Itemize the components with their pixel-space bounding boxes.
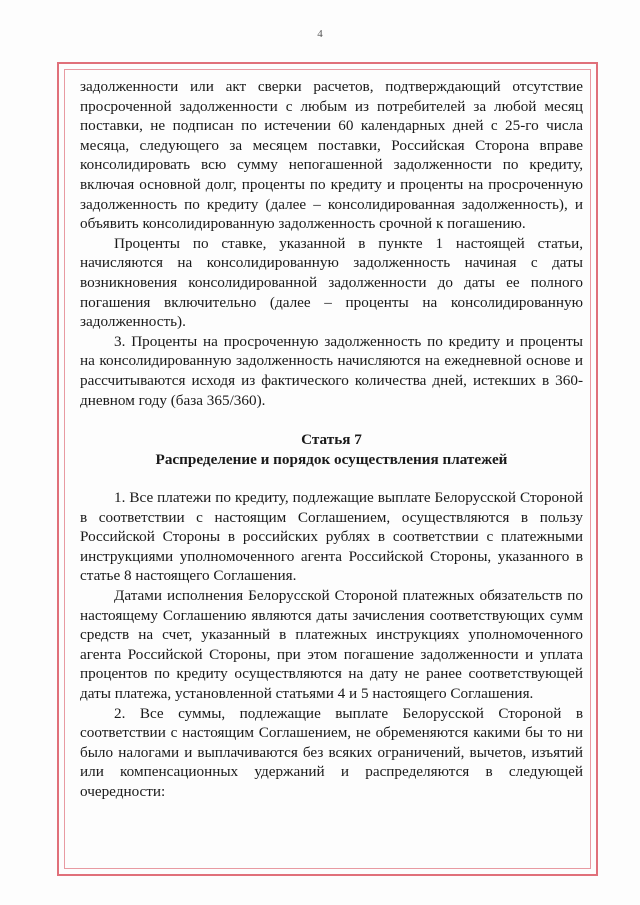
paragraph-consolidation: задолженности или акт сверки расчетов, подтверждающий отсутствие просроченной задолженности с любым из потребителей за любой месяц поставки, не подписан по истечении 60 календарных дней с 25-го числа месяца, следующего за месяцем поставки, Российская Сторона вправе консолидировать всю сумму непогашенной задолженности по кредиту, включая основной долг, проценты по кредиту и проценты на просроченную задолженность по кредиту (далее – консолидированная задолженность), и объявить консолидированную задолженность срочной к погашению. xyxy=(80,78,583,233)
page-number: 4 xyxy=(317,28,323,40)
paragraph-interest-accrual: 3. Проценты на просроченную задолженность по кредиту и проценты на консолидированную задолженность начисляются на ежедневной основе и рассчитываются исходя из фактического количества дней, истекших в 360-дневном году (база 365/360). xyxy=(80,332,583,409)
paragraph-payments: 1. Все платежи по кредиту, подлежащие выплате Белорусской Стороной в соответствии с настоящим Соглашением, осуществляются в пользу Российской Стороны в российских рублях в соответствии с платежными инструкциями уполномоченного агента Российской Стороны, указанного в статье 8 настоящего Соглашения. xyxy=(80,489,583,585)
paragraph-interest-rate: Проценты по ставке, указанной в пункте 1 настоящей статьи, начисляются на консолидированную задолженность начиная с даты возникновения консолидированной задолженности до даты ее полного погашения включительно (далее – проценты на консолидированную задолженность). xyxy=(80,234,583,331)
article-number: Статья 7 xyxy=(301,431,362,449)
article-heading xyxy=(80,430,583,470)
paragraph-payment-order: 2. Все суммы, подлежащие выплате Белорусской Стороной в соответствии с настоящим Соглашением, не обременяются какими бы то ни было налогами и выплачиваются без всяких ограничений, вычетов, изъятий или компенсационных удержаний и распределяются в следующей очередности: xyxy=(80,704,583,800)
paragraph-payment-dates: Датами исполнения Белорусской Стороной платежных обязательств по настоящему Соглашению являются даты зачисления соответствующих сумм средств на счет, указанный в платежных инструкциях уполномоченного агента Российской Стороны, при этом погашение задолженности и уплата процентов по кредиту осуществляются на дату не ранее соответствующей даты платежа, установленной статьями 4 и 5 настоящего Соглашения. xyxy=(80,587,583,703)
article-title: Распределение и порядок осуществления платежей xyxy=(155,451,508,469)
document-body xyxy=(80,77,583,802)
